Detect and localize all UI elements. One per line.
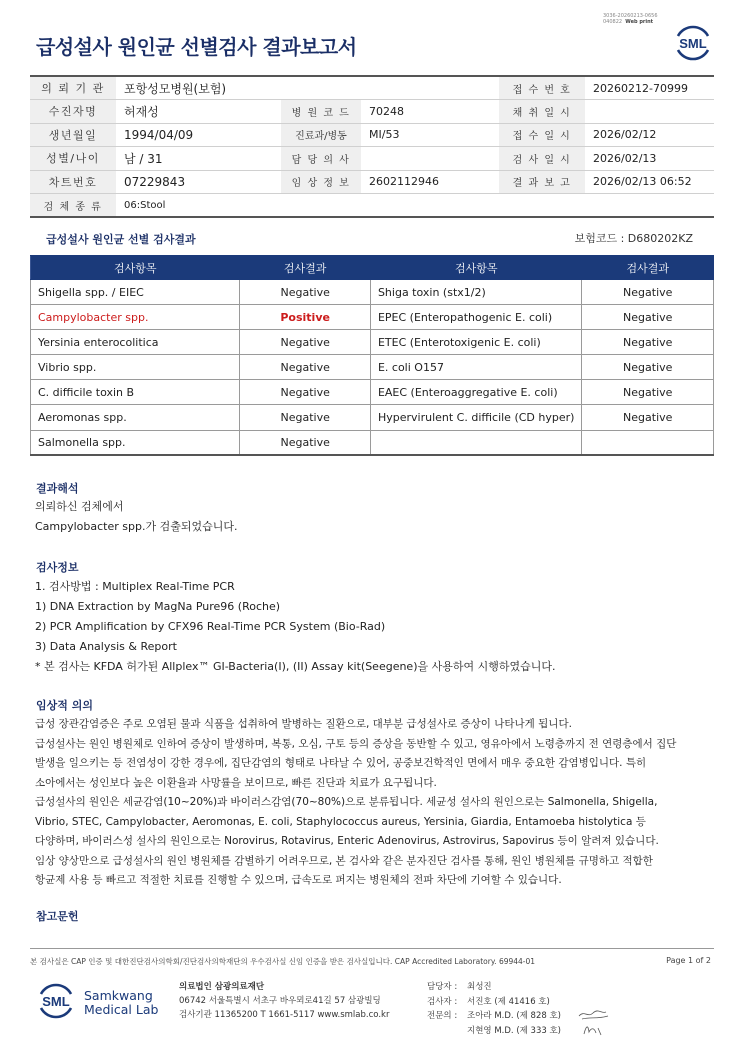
method-line: 2) PCR Amplification by CFX96 Real-Time PCR System (Bio-Rad) xyxy=(35,620,386,633)
page-number: Page 1 of 2 xyxy=(666,956,711,965)
patient-info-table xyxy=(30,75,714,218)
sml-logo-icon xyxy=(673,24,713,62)
logo-text: SML xyxy=(679,36,707,51)
corporation-info xyxy=(179,980,389,1022)
test-result: Negative xyxy=(240,330,371,355)
table-row xyxy=(31,405,714,430)
test-name: ETEC (Enterotoxigenic E. coli) xyxy=(370,330,581,355)
test-result: Negative xyxy=(582,380,714,405)
test-date-label: 검 사 일 시 xyxy=(499,147,585,171)
document-code-line2: 040822 xyxy=(603,19,623,25)
test-result: Negative xyxy=(240,380,371,405)
table-row xyxy=(31,380,714,405)
staff-list xyxy=(427,980,561,1038)
test-name: Shigella spp. / EIEC xyxy=(31,280,240,305)
test-result: Negative xyxy=(582,355,714,380)
clinical-line: 임상 양상만으로 급성설사의 원인 병원체를 감별하기 어려우므로, 본 검사와 같은 분자진단 검사를 통해, 원인 병원체를 규명하고 적합한 xyxy=(35,854,653,867)
method-title: 검사정보 xyxy=(36,561,79,574)
brand-name xyxy=(84,989,158,1017)
test-name: Shiga toxin (stx1/2) xyxy=(370,280,581,305)
test-name-positive: Campylobacter spp. xyxy=(31,305,240,330)
sex-age-value: 남 / 31 xyxy=(116,147,281,171)
test-result: Negative xyxy=(240,280,371,305)
test-name xyxy=(370,430,581,455)
test-result xyxy=(582,430,714,455)
page-title: 급성설사 원인균 선별검사 결과보고서 xyxy=(36,35,357,59)
results-table xyxy=(30,255,714,456)
collect-date-label: 채 취 일 시 xyxy=(499,100,585,124)
receipt-no-value: 20260212-70999 xyxy=(585,76,714,100)
specimen-label: 검 체 종 류 xyxy=(30,194,116,218)
patient-value: 허재성 xyxy=(116,100,281,124)
method-line: 1) DNA Extraction by MagNa Pure96 (Roche) xyxy=(35,600,281,613)
brand-line: Medical Lab xyxy=(84,1002,159,1017)
birth-label: 생년월일 xyxy=(30,123,116,147)
staff-row xyxy=(427,1024,561,1039)
document-code-line1: 3036-20260213-0656 xyxy=(603,13,658,19)
test-name: EAEC (Enteroaggregative E. coli) xyxy=(370,380,581,405)
results-section-title: 급성설사 원인균 선별 검사결과 xyxy=(46,233,196,246)
clinical-info-value: 2602112946 xyxy=(361,170,499,194)
staff-name: 최성진 xyxy=(467,982,492,992)
corporation-name: 의료법인 삼광의료재단 xyxy=(179,982,265,992)
clinical-line: 항균제 사용 등 빠르고 적절한 치료를 진행할 수 있으며, 급속도로 퍼지는 병원체의 전파 차단에 기여할 수 있습니다. xyxy=(35,874,562,886)
info-row xyxy=(30,76,714,100)
document-code xyxy=(603,13,658,25)
receipt-date-value: 2026/02/12 xyxy=(585,123,714,147)
test-name: E. coli O157 xyxy=(370,355,581,380)
receipt-no-label: 접 수 번 호 xyxy=(499,76,585,100)
sml-logo-icon xyxy=(36,982,76,1020)
column-header-test: 검사항목 xyxy=(370,256,581,280)
staff-role: 검사자 : xyxy=(427,996,458,1007)
interpretation-line: 의뢰하신 검체에서 xyxy=(35,500,124,513)
interpretation-text xyxy=(35,497,237,537)
institution-value: 포항성모병원(보험) xyxy=(116,76,499,100)
table-row xyxy=(31,280,714,305)
info-row xyxy=(30,100,714,124)
test-date-value: 2026/02/13 xyxy=(585,147,714,171)
results-header-row xyxy=(31,256,714,280)
insurance-code: 보험코드 : D680202KZ xyxy=(574,232,693,245)
clinical-line: 급성설사는 원인 병원체로 인하여 증상이 발생하며, 복통, 오심, 구토 등의 증상을 동반할 수 있고, 영유아에서 노령층까지 전 연령층에서 집단 xyxy=(35,737,677,750)
clinical-meaning-title: 임상적 의의 xyxy=(36,699,93,712)
clinical-line: 급성설사의 원인은 세균감염(10~20%)과 바이러스감염(70~80%)으로 분류됩니다. 세균성 설사의 원인으로는 Salmonella, Shigella, xyxy=(35,796,658,808)
test-result: Negative xyxy=(240,430,371,455)
doctor-value xyxy=(361,147,499,171)
test-name: C. difficile toxin B xyxy=(31,380,240,405)
staff-row xyxy=(427,980,561,995)
info-row xyxy=(30,170,714,194)
table-row xyxy=(31,330,714,355)
test-name: Salmonella spp. xyxy=(31,430,240,455)
hospital-code-label: 병 원 코 드 xyxy=(281,100,361,124)
accreditation-note: 본 검사실은 CAP 인증 및 대한진단검사의학회/진단검사의학재단의 우수검사실 신임 인증을 받은 검사실입니다. CAP Accredited Laboratory. 69944-01 xyxy=(30,957,536,966)
clinical-line: Vibrio, STEC, Campylobacter, Aeromonas, E. coli, Staphylococcus aureus, Yersinia, Giardia, Entamoeba histolytica 등 xyxy=(35,815,646,828)
web-print-label: Web print xyxy=(625,19,654,25)
patient-label: 수진자명 xyxy=(30,100,116,124)
references-title: 참고문헌 xyxy=(36,910,79,923)
interpretation-line: Campylobacter spp.가 검출되었습니다. xyxy=(35,520,238,533)
institution-label: 의 뢰 기 관 xyxy=(30,76,116,100)
test-name: EPEC (Enteropathogenic E. coli) xyxy=(370,305,581,330)
specimen-value: 06:Stool xyxy=(116,194,714,218)
staff-name: 서진호 (제 41416 호) xyxy=(467,996,550,1007)
column-header-result: 검사결과 xyxy=(582,256,714,280)
test-result: Negative xyxy=(240,355,371,380)
doctor-label: 담 당 의 사 xyxy=(281,147,361,171)
footer-divider xyxy=(30,948,714,949)
receipt-date-label: 접 수 일 시 xyxy=(499,123,585,147)
clinical-meaning-text xyxy=(35,715,676,891)
method-line: 1. 검사방법 : Multiplex Real-Time PCR xyxy=(35,580,235,593)
staff-name: 지현영 M.D. (제 333 호) xyxy=(467,1025,562,1036)
test-name: Vibrio spp. xyxy=(31,355,240,380)
method-line: 3) Data Analysis & Report xyxy=(35,640,177,653)
column-header-result: 검사결과 xyxy=(240,256,371,280)
info-row xyxy=(30,123,714,147)
test-result: Negative xyxy=(582,280,714,305)
chart-value: 07229843 xyxy=(116,170,281,194)
collect-date-value xyxy=(585,100,714,124)
test-result: Negative xyxy=(240,405,371,430)
clinical-line: 급성 장관감염증은 주로 오염된 물과 식품을 섭취하여 발병하는 질환으로, 대부분 급성설사로 증상이 나타나게 됩니다. xyxy=(35,718,572,730)
column-header-test: 검사항목 xyxy=(31,256,240,280)
staff-name: 조아라 M.D. (제 828 호) xyxy=(467,1011,562,1021)
staff-row xyxy=(427,995,561,1010)
staff-role: 담당자 : xyxy=(427,982,458,992)
brand-line: Samkwang xyxy=(84,988,153,1003)
logo-text: SML xyxy=(42,994,70,1009)
test-name: Aeromonas spp. xyxy=(31,405,240,430)
dept-value: MI/53 xyxy=(361,123,499,147)
method-line: * 본 검사는 KFDA 허가된 Allplex™ GI-Bacteria(I), (II) Assay kit(Seegene)을 사용하여 시행하였습니다. xyxy=(35,660,556,673)
hospital-code-value: 70248 xyxy=(361,100,499,124)
staff-row xyxy=(427,1009,561,1024)
test-result: Negative xyxy=(582,330,714,355)
dept-label: 진료과/병동 xyxy=(281,123,361,147)
staff-role xyxy=(427,1024,467,1039)
signature-icon xyxy=(576,1006,612,1038)
clinical-line: 다양하며, 바이러스성 설사의 원인으로는 Norovirus, Rotavirus, Enteric Adenovirus, Astrovirus, Sapovirus 등이 알려져 있습니다. xyxy=(35,835,659,847)
staff-role: 전문의 : xyxy=(427,1011,458,1021)
chart-label: 차트번호 xyxy=(30,170,116,194)
info-row xyxy=(30,194,714,218)
clinical-line: 소아에서는 성인보다 높은 이환율과 사망률을 보이므로, 빠른 진단과 치료가 요구됩니다. xyxy=(35,776,437,789)
table-row xyxy=(31,355,714,380)
corporation-contact: 검사기관 11365200 T 1661-5117 www.smlab.co.kr xyxy=(179,1010,390,1020)
test-result: Negative xyxy=(582,405,714,430)
report-date-value: 2026/02/13 06:52 xyxy=(585,170,714,194)
interpretation-title: 결과해석 xyxy=(36,482,79,495)
test-result: Negative xyxy=(582,305,714,330)
clinical-line: 발생을 일으키는 등 전염성이 강한 경우에, 집단감염의 형태로 나타날 수 있어, 공중보건학적인 면에서 매우 중요한 감염병입니다. 특히 xyxy=(35,757,647,769)
sex-age-label: 성별/나이 xyxy=(30,147,116,171)
method-text xyxy=(35,577,556,677)
test-name: Yersinia enterocolitica xyxy=(31,330,240,355)
report-date-label: 결 과 보 고 xyxy=(499,170,585,194)
test-result-positive: Positive xyxy=(240,305,371,330)
corporation-address: 06742 서울특별시 서초구 바우뫼로41길 57 삼광빌딩 xyxy=(179,996,381,1006)
clinical-info-label: 임 상 정 보 xyxy=(281,170,361,194)
info-row xyxy=(30,147,714,171)
table-row xyxy=(31,305,714,330)
birth-value: 1994/04/09 xyxy=(116,123,281,147)
test-name: Hypervirulent C. difficile (CD hyper) xyxy=(370,405,581,430)
table-row xyxy=(31,430,714,455)
